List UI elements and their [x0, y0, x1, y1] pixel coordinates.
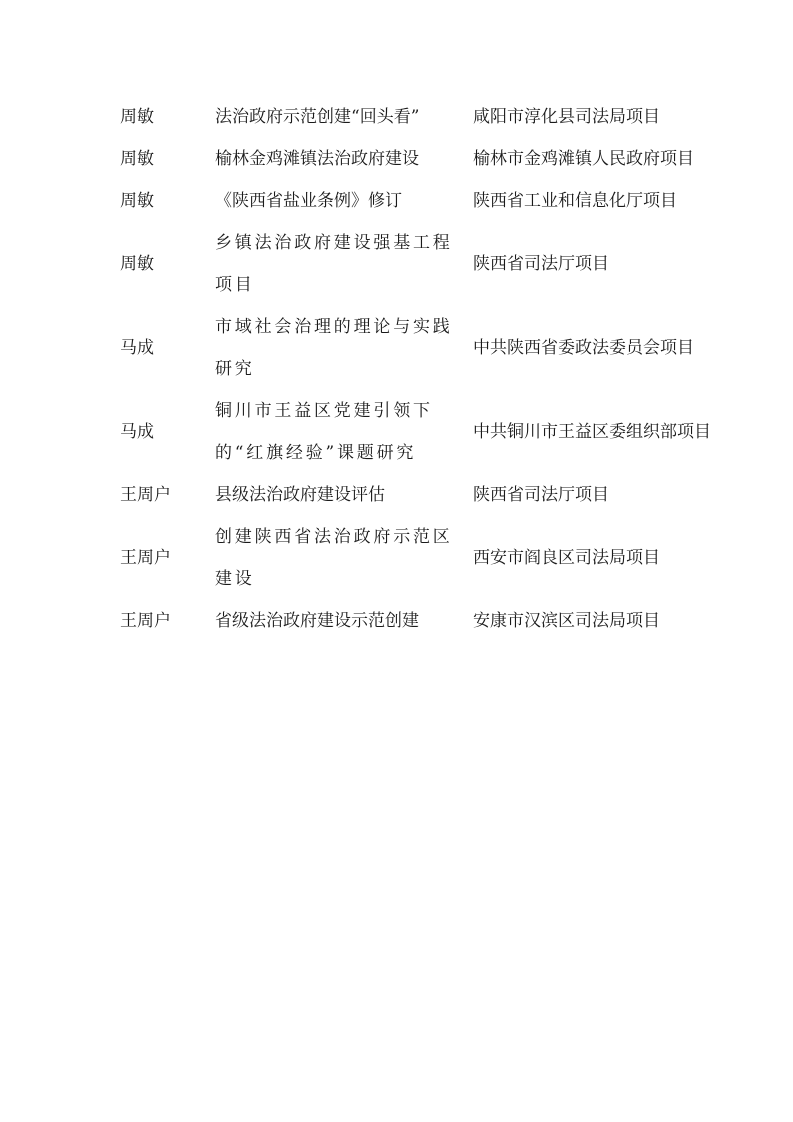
project-source: 陕西省工业和信息化厅项目 — [473, 190, 677, 211]
project-source: 中共铜川市王益区委组织部项目 — [473, 421, 711, 442]
list-item — [120, 222, 760, 306]
list-item — [120, 474, 760, 516]
researcher-name: 周敏 — [120, 106, 154, 127]
project-title: 市域社会治理的理论与实践研究 — [215, 317, 453, 379]
researcher-name: 周敏 — [120, 190, 154, 211]
list-item — [120, 516, 760, 600]
researcher-name: 马成 — [120, 337, 154, 358]
project-source: 咸阳市淳化县司法局项目 — [473, 106, 660, 127]
project-title: 乡镇法治政府建设强基工程项目 — [215, 233, 453, 295]
project-title: 创建陕西省法治政府示范区建设 — [215, 527, 453, 589]
researcher-name: 周敏 — [120, 148, 154, 169]
list-item — [120, 96, 760, 138]
project-source: 安康市汉滨区司法局项目 — [473, 610, 660, 631]
list-item — [120, 390, 760, 474]
project-title: 法治政府示范创建“回头看” — [215, 106, 420, 127]
list-item — [120, 138, 760, 180]
project-source: 陕西省司法厅项目 — [473, 484, 609, 505]
project-source: 西安市阎良区司法局项目 — [473, 547, 660, 568]
list-item — [120, 306, 760, 390]
researcher-name: 王周户 — [120, 610, 171, 631]
project-source: 陕西省司法厅项目 — [473, 253, 609, 274]
researcher-name: 王周户 — [120, 547, 171, 568]
project-source: 榆林市金鸡滩镇人民政府项目 — [473, 148, 694, 169]
project-title: 铜川市王益区党建引领下的“红旗经验”课题研究 — [215, 401, 433, 463]
researcher-name: 周敏 — [120, 253, 154, 274]
project-title: 榆林金鸡滩镇法治政府建设 — [215, 148, 419, 169]
list-item — [120, 180, 760, 222]
project-title: 省级法治政府建设示范创建 — [215, 610, 419, 631]
researcher-name: 王周户 — [120, 484, 171, 505]
researcher-name: 马成 — [120, 421, 154, 442]
list-item — [120, 600, 760, 642]
project-list — [120, 96, 760, 642]
project-title: 《陕西省盐业条例》修订 — [215, 190, 402, 211]
project-source: 中共陕西省委政法委员会项目 — [473, 337, 694, 358]
project-title: 县级法治政府建设评估 — [215, 484, 385, 505]
